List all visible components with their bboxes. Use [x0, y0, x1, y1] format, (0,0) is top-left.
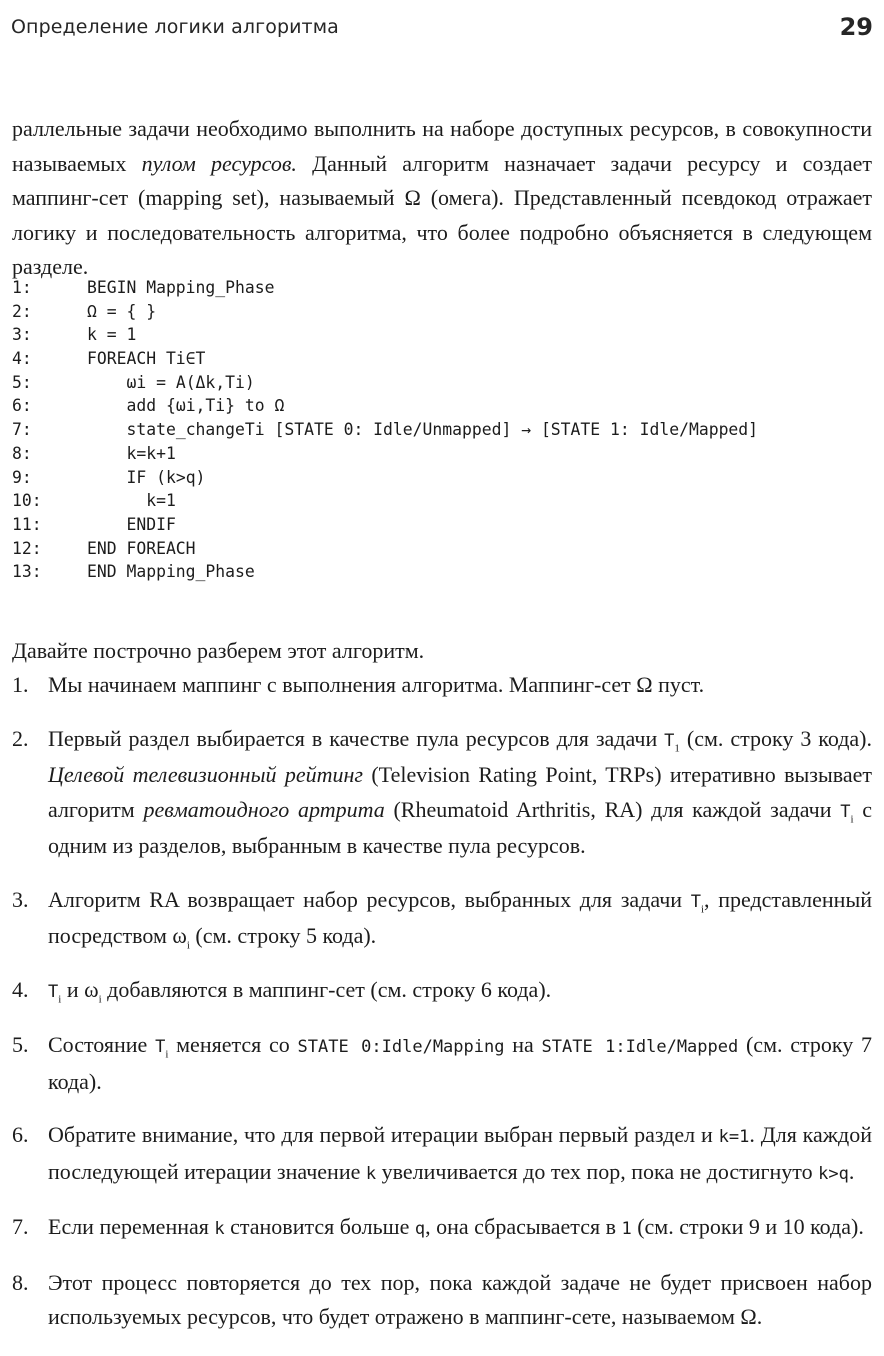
- code-line: [12, 442, 872, 466]
- list-number: 8.: [12, 1269, 29, 1295]
- code-line-number: 12:: [12, 538, 42, 558]
- list-item: 1. Мы начинаем маппинг с выполнения алгоритма. Маппинг-сет Ω пуст.: [12, 668, 872, 703]
- code-listing: [12, 276, 872, 584]
- code-line: [12, 347, 872, 371]
- lead-paragraph: Давайте построчно разберем этот алгоритм.: [12, 638, 425, 663]
- code-line-number: 4:: [12, 349, 32, 369]
- intro-paragraph: раллельные задачи необходимо выполнить на наборе доступных ресурсов, в совокупности называемых пулом ресурсов. Данный алгоритм назначает задачи ресурсу и создает маппинг-сет (mapping set), называемый Ω (омега). Представленный псевдокод отражает логику и последовательность алгоритма, что более подробно объясняется в следующем разделе.: [12, 116, 872, 279]
- list-item: 3. Алгоритм RA возвращает набор ресурсов, выбранных для задачи $T_i$, представленный посредством $\omega_i$ (см. строку 5 кода).: [12, 883, 872, 954]
- code-line-text: END FOREACH: [87, 538, 196, 558]
- list-number: 5.: [12, 1032, 29, 1057]
- code-line-number: 5:: [12, 372, 32, 392]
- code-line-text: END Mapping_Phase: [87, 562, 255, 582]
- code-line-text: k = 1: [87, 325, 137, 345]
- code-line: [12, 560, 872, 584]
- list-item: 5. Состояние $T_i$ меняется со STATE 0:Idle/Mapping на STATE 1:Idle/Mapped (см. строку 7 кода).: [12, 1028, 872, 1099]
- list-number: 7.: [12, 1214, 29, 1239]
- code-line-text: FOREACH Ti∈T: [87, 349, 206, 369]
- code-line-text: k=k+1: [126, 443, 176, 463]
- code-line-text: IF (k>q): [126, 467, 206, 487]
- running-title: Определение логики алгоритма: [11, 16, 339, 38]
- code-line-text: BEGIN Mapping_Phase: [87, 278, 275, 297]
- code-line-number: 10:: [12, 491, 42, 511]
- code-line: [12, 466, 872, 490]
- code-line: [12, 537, 872, 561]
- page-header: [11, 10, 873, 44]
- code-line-text: add {ωi,Ti} to Ω: [126, 396, 285, 416]
- code-line-text: Ω = { }: [87, 301, 157, 321]
- list-number: 2.: [12, 725, 29, 751]
- code-line: [12, 323, 872, 347]
- code-line-number: 9:: [12, 467, 32, 487]
- code-line-number: 2:: [12, 301, 32, 321]
- page-number: 29: [839, 13, 873, 41]
- code-line-number: 1:: [12, 278, 32, 297]
- code-line-number: 11:: [12, 514, 42, 534]
- code-line: [12, 394, 872, 418]
- list-item: 7. Если переменная k становится больше q, она сбрасывается в 1 (см. строки 9 и 10 кода).: [12, 1210, 872, 1247]
- code-line: [12, 276, 872, 300]
- code-line-number: 7:: [12, 420, 32, 440]
- code-line-number: 6:: [12, 396, 32, 416]
- code-line-text: ωi = A(Δk,Ti): [126, 372, 255, 392]
- code-line: [12, 300, 872, 324]
- list-number: 3.: [12, 886, 29, 912]
- list-item: 2. Первый раздел выбирается в качестве пула ресурсов для задачи $T_1$ (см. строку 3 кода). Целевой телевизионный рейтинг (Television Rating Point, TRPs) итеративно вызывает алгоритм ревматоидного артрита (Rheumatoid Arthritis, RA) для каждой задачи $T_i$ с одним из разделов, выбранным в качестве пула ресурсов.: [12, 722, 872, 864]
- code-line: [12, 418, 872, 442]
- list-item: 4. $T_i$ и $\omega_i$ добавляются в маппинг-сет (см. строку 6 кода).: [12, 973, 872, 1010]
- list-number: 6.: [12, 1122, 29, 1147]
- code-line: [12, 513, 872, 537]
- code-line-text: k=1: [146, 491, 176, 511]
- explanation-list: [12, 668, 872, 1335]
- code-line-text: ENDIF: [126, 514, 176, 534]
- list-number: 4.: [12, 976, 29, 1002]
- code-line: [12, 371, 872, 395]
- code-line-text: state_changeTi [STATE 0: Idle/Unmapped] → [STATE 1: Idle/Mapped]: [126, 420, 759, 440]
- list-item: 6. Обратите внимание, что для первой итерации выбран первый раздел и k=1. Для каждой последующей итерации значение k увеличивается до тех пор, пока не достигнуто k>q.: [12, 1118, 872, 1191]
- code-line-number: 13:: [12, 562, 42, 582]
- list-item: 8. Этот процесс повторяется до тех пор, пока каждой задаче не будет присвоен набор используемых ресурсов, что будет отражено в маппинг-сете, называемом Ω.: [12, 1266, 872, 1335]
- code-line: [12, 489, 872, 513]
- list-number: 1.: [12, 672, 29, 697]
- code-line-number: 3:: [12, 325, 32, 345]
- intro-emphasis: пулом ресурсов.: [141, 150, 297, 176]
- code-line-number: 8:: [12, 443, 32, 463]
